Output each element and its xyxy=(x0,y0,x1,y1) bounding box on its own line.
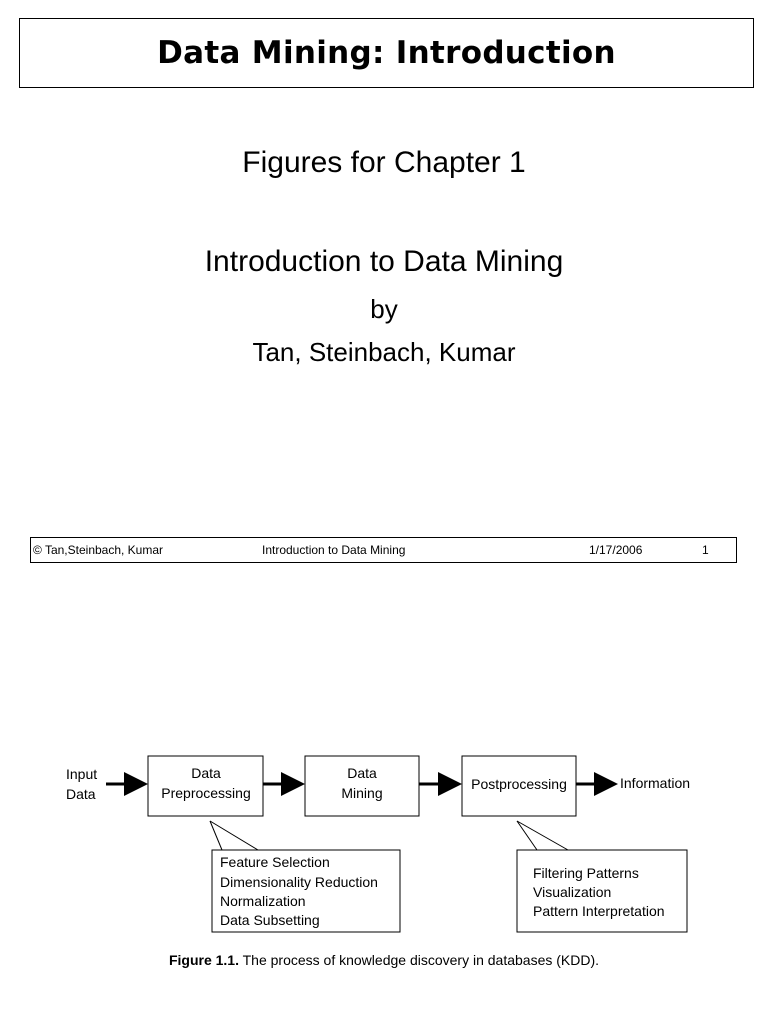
figure-caption xyxy=(0,952,768,968)
input-label-line1: Input xyxy=(66,766,98,782)
pre-note-item: Data Subsetting xyxy=(220,912,320,928)
preprocessing-label-line1: Data xyxy=(191,765,221,781)
preprocessing-label-line2: Preprocessing xyxy=(161,785,251,801)
post-callout-pointer-right xyxy=(517,821,568,850)
slide-title: Data Mining: Introduction xyxy=(157,35,616,71)
post-note-item: Filtering Patterns xyxy=(533,865,639,881)
mining-label-line1: Data xyxy=(347,765,377,781)
pre-callout-pointer-left xyxy=(210,821,222,850)
post-callout-pointer-left xyxy=(517,821,537,850)
figure-caption-text: The process of knowledge discovery in databases (KDD). xyxy=(242,952,600,968)
pre-note-item: Normalization xyxy=(220,893,306,909)
subtitle: Figures for Chapter 1 xyxy=(242,146,526,179)
footer-course: Introduction to Data Mining xyxy=(262,543,406,557)
slide-title-box xyxy=(19,18,754,88)
pre-note-item: Dimensionality Reduction xyxy=(220,874,378,890)
pre-note-item: Feature Selection xyxy=(220,854,330,870)
kdd-process-diagram xyxy=(0,700,768,940)
mining-label-line2: Mining xyxy=(341,785,383,801)
input-label-line2: Data xyxy=(66,786,96,802)
footer-date: 1/17/2006 xyxy=(589,543,643,557)
book-title: Introduction to Data Mining xyxy=(204,245,564,278)
post-note-item: Visualization xyxy=(533,884,612,900)
authors: Tan, Steinbach, Kumar xyxy=(252,337,516,367)
footer-copyright: © Tan,Steinbach, Kumar xyxy=(33,543,164,557)
by-line: by xyxy=(370,294,398,324)
slide-footer xyxy=(30,537,737,563)
information-label: Information xyxy=(620,775,691,791)
figure-caption-label: Figure 1.1. xyxy=(168,952,239,968)
pre-callout-pointer-right xyxy=(210,821,258,850)
post-note-item: Pattern Interpretation xyxy=(533,903,665,919)
footer-page-number: 1 xyxy=(702,543,709,557)
postprocessing-label: Postprocessing xyxy=(471,776,567,792)
